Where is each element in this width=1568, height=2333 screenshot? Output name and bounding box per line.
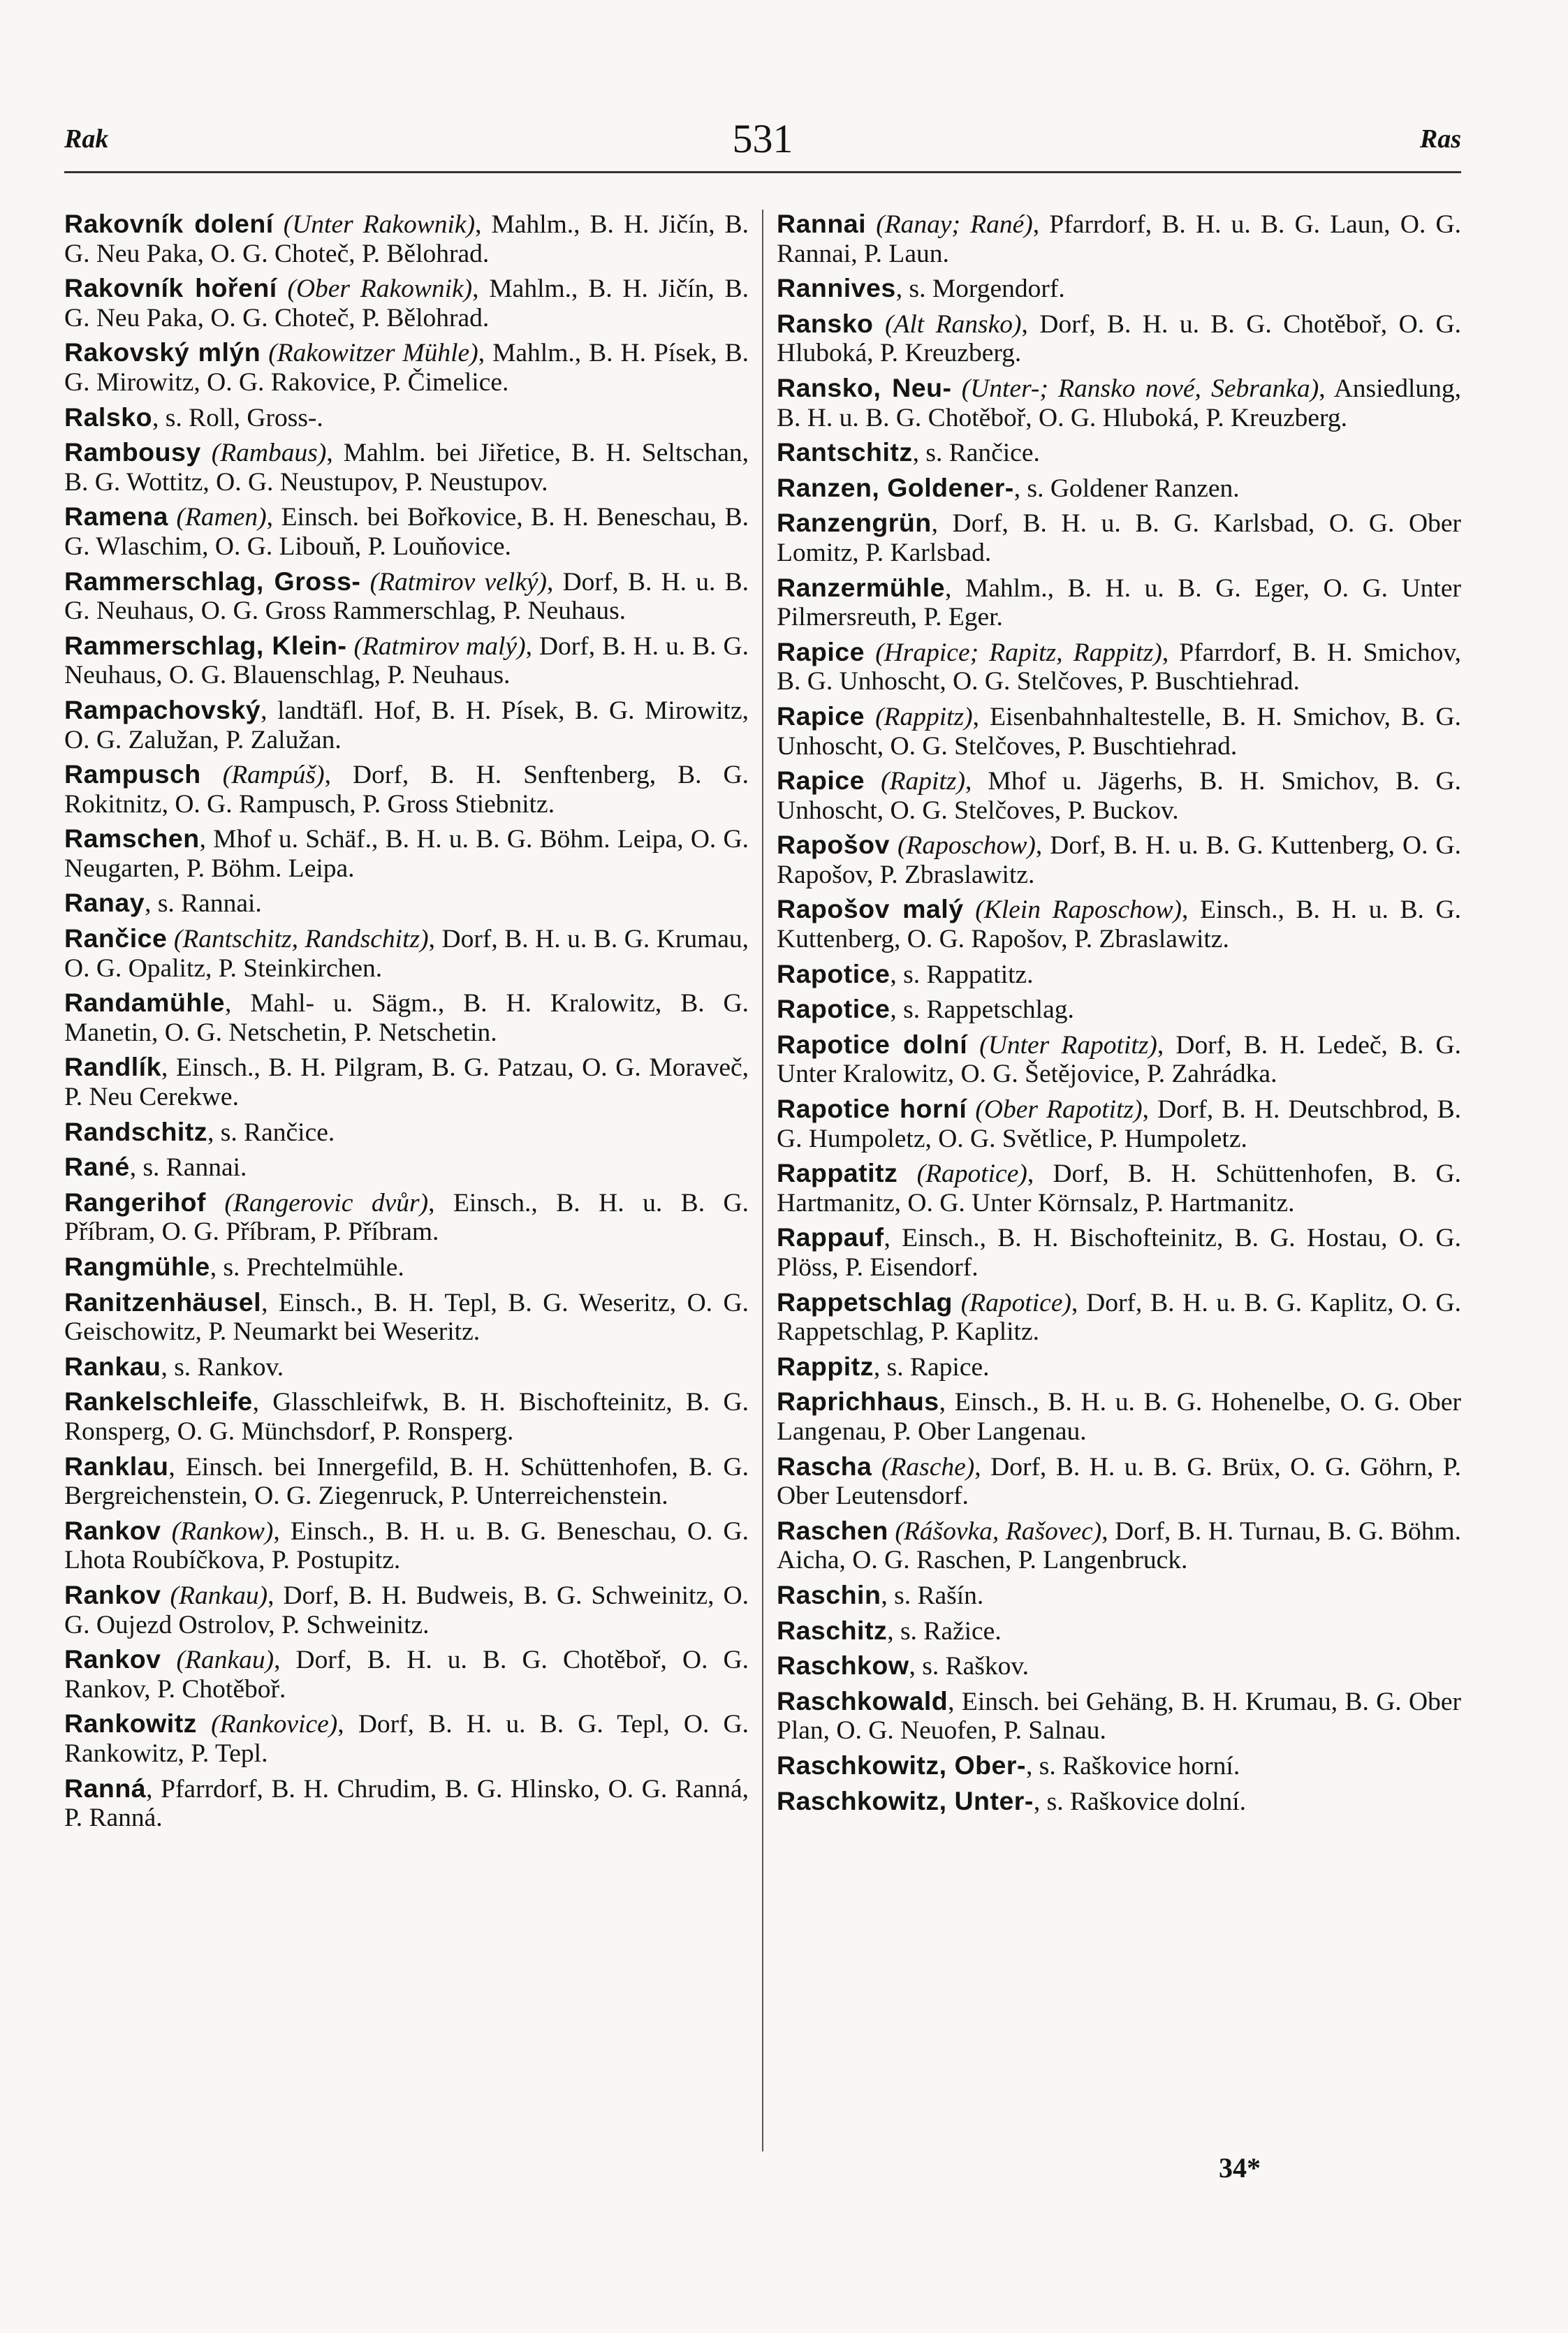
left-column <box>64 210 749 1838</box>
entry-alternate-names: (Raposchow) <box>897 831 1036 861</box>
entry-headword: Rappitz <box>777 1351 874 1381</box>
entry-headword: Randschitz <box>64 1116 208 1146</box>
entry-alternate-names: (Rantschitz, Randschitz) <box>173 925 429 954</box>
entry-headword: Rapošov malý <box>777 894 964 924</box>
dictionary-entry <box>777 438 1461 468</box>
entry-headword: Ransko <box>777 308 874 338</box>
entry-details: , Einsch., B. H. Bischofteinitz, B. G. Hostau, O. G. Plöss, P. Eisendorf. <box>777 1224 1461 1282</box>
entry-details: , Einsch. bei Gehäng, B. H. Krumau, B. G. Ober Plan, O. G. Neuofen, P. Salnau. <box>777 1687 1461 1746</box>
entry-details: , Einsch., B. H. u. B. G. Kuttenberg, O. G. Rapošov, P. Zbraslawitz. <box>777 895 1462 954</box>
entry-alternate-names: (Rankau) <box>176 1646 274 1675</box>
entry-headword: Ralsko <box>64 402 152 432</box>
entry-alternate-names: (Unter Rapotitz) <box>979 1030 1157 1060</box>
dictionary-entry <box>777 1159 1461 1217</box>
entry-alternate-names: (Ramen) <box>176 503 267 532</box>
dictionary-entry <box>64 438 749 497</box>
entry-headword: Rappatitz <box>777 1158 898 1188</box>
entry-details: , Pfarrdorf, B. H. Chrudim, B. G. Hlinsko, O. G. Ranná, P. Ranná. <box>64 1774 749 1833</box>
dictionary-entry <box>64 1774 749 1833</box>
dictionary-entry <box>777 895 1461 953</box>
dictionary-entry <box>64 1188 749 1247</box>
entry-details: , Mahlm., B. H. u. B. G. Eger, O. G. Unter Pilmersreuth, P. Eger. <box>777 573 1461 632</box>
dictionary-entry <box>64 988 749 1047</box>
entry-headword: Rappetschlag <box>777 1287 953 1317</box>
entry-details: , landtäfl. Hof, B. H. Písek, B. G. Mirowitz, O. G. Zalužan, P. Zalužan. <box>64 696 749 754</box>
entry-alternate-names: (Rapotice) <box>960 1288 1071 1317</box>
entry-alternate-names: (Ober Rakownik) <box>287 275 473 304</box>
dictionary-entry <box>64 403 749 433</box>
dictionary-entry <box>777 1288 1461 1347</box>
entry-headword: Rampachovský <box>64 694 261 724</box>
entry-headword: Rambousy <box>64 437 201 467</box>
entry-details: , s. Rančice. <box>912 439 1040 468</box>
header-left-catchword: Rak <box>64 124 109 154</box>
dictionary-entry <box>64 1288 749 1347</box>
entry-alternate-names: (Klein Raposchow) <box>975 895 1182 925</box>
entry-details: , s. Raškovice horní. <box>1026 1751 1240 1780</box>
entry-headword: Rapice <box>777 701 865 731</box>
dictionary-entry <box>64 1709 749 1768</box>
entry-headword: Rakovský mlýn <box>64 337 261 367</box>
entry-headword: Rapotice <box>777 958 891 988</box>
entry-headword: Ranzermühle <box>777 572 945 602</box>
dictionary-entry <box>64 888 749 919</box>
entry-details: , Dorf, B. H. u. B. G. Krumau, O. G. Opalitz, P. Steinkirchen. <box>64 925 749 983</box>
entry-details: , Mahlm. bei Jiřetice, B. H. Seltschan, B. G. Wottitz, O. G. Neustupov, P. Neustupov. <box>64 439 749 497</box>
dictionary-entry <box>777 274 1461 304</box>
page-number: 531 <box>732 116 793 161</box>
entry-headword: Rapošov <box>777 830 890 860</box>
entry-details: , Einsch., B. H. u. B. G. Příbram, O. G. Příbram, P. Příbram. <box>64 1188 749 1247</box>
dictionary-entry <box>777 474 1461 504</box>
entry-alternate-names: (Hrapice; Rapitz, Rappitz) <box>875 638 1162 667</box>
entry-headword: Raschkow <box>777 1651 909 1681</box>
entry-headword: Rapotice horní <box>777 1094 967 1124</box>
dictionary-entry <box>64 210 749 268</box>
entry-headword: Randamühle <box>64 988 226 1018</box>
dictionary-entry <box>64 1581 749 1639</box>
entry-headword: Ranitzenhäusel <box>64 1287 262 1317</box>
entry-headword: Rascha <box>777 1451 872 1481</box>
entry-headword: Raschen <box>777 1515 888 1545</box>
dictionary-entry <box>777 309 1461 368</box>
entry-headword: Raschkowitz, Ober- <box>777 1750 1026 1780</box>
dictionary-entry <box>777 766 1461 825</box>
entry-details: , Dorf, B. H. u. B. G. Tepl, O. G. Rankowitz, P. Tepl. <box>64 1710 749 1768</box>
dictionary-entry <box>777 1352 1461 1382</box>
entry-headword: Ranná <box>64 1773 147 1803</box>
entry-alternate-names: (Rankow) <box>171 1516 274 1546</box>
dictionary-entry <box>64 631 749 690</box>
entry-headword: Rapotice <box>777 994 891 1024</box>
dictionary-entry <box>64 1387 749 1446</box>
entry-alternate-names: (Ober Rapotitz) <box>975 1095 1143 1125</box>
dictionary-entry <box>777 1516 1461 1575</box>
dictionary-entry <box>64 1452 749 1511</box>
dictionary-entry <box>64 274 749 332</box>
entry-details: , Dorf, B. H. Schüttenhofen, B. G. Hartmanitz, O. G. Unter Körnsalz, P. Hartmanitz. <box>777 1160 1462 1217</box>
dictionary-entry <box>64 567 749 626</box>
entry-alternate-names: (Alt Ransko) <box>884 309 1022 339</box>
entry-details: , Dorf, B. H. u. B. G. Chotěboř, O. G. Rankov, P. Chotěboř. <box>64 1646 749 1704</box>
entry-headword: Rantschitz <box>777 437 913 467</box>
dictionary-entry <box>777 1616 1461 1646</box>
entry-alternate-names: (Rapitz) <box>881 767 965 796</box>
entry-headword: Rannives <box>777 273 896 303</box>
entry-headword: Ranzengrün <box>777 508 932 538</box>
entry-details: , Einsch., B. H. u. B. G. Hohenelbe, O. G. Ober Langenau, P. Ober Langenau. <box>777 1388 1461 1446</box>
entry-alternate-names: (Rapotice) <box>916 1160 1027 1189</box>
signature-mark: 34* <box>1219 2152 1261 2184</box>
entry-details: , s. Rankov. <box>161 1352 284 1382</box>
entry-headword: Ranzen, Goldener- <box>777 472 1014 502</box>
entry-alternate-names: (Ranay; Rané) <box>876 210 1033 239</box>
entry-alternate-names: (Unter-; Ransko nové, Sebranka) <box>961 374 1319 403</box>
entry-headword: Raschitz <box>777 1615 888 1645</box>
entry-details: , Eisenbahnhaltestelle, B. H. Smichov, B. G. Unhoscht, O. G. Stelčoves, P. Buschtiehrad. <box>777 702 1462 761</box>
entry-headword: Ranklau <box>64 1451 169 1481</box>
dictionary-entry <box>64 1516 749 1575</box>
entry-headword: Raschkowitz, Unter- <box>777 1785 1034 1815</box>
entry-details: , s. Rančice. <box>207 1118 335 1147</box>
dictionary-entry <box>777 995 1461 1025</box>
entry-details: , Dorf, B. H. u. B. G. Kuttenberg, O. G. Rapošov, P. Zbraslawitz. <box>777 831 1461 889</box>
dictionary-entry <box>777 1651 1461 1681</box>
entry-headword: Rangerihof <box>64 1187 206 1217</box>
entry-details: , s. Raškovice dolní. <box>1033 1787 1247 1816</box>
entry-headword: Rankov <box>64 1579 161 1609</box>
entry-headword: Ramena <box>64 502 168 532</box>
dictionary-entry <box>777 702 1461 761</box>
entry-details: , Ansiedlung, B. H. u. B. G. Chotěboř, O. G. Hluboká, P. Kreuzberg. <box>777 374 1461 432</box>
entry-details: , s. Rannai. <box>129 1153 247 1183</box>
entry-alternate-names: (Rankovice) <box>211 1710 338 1739</box>
entry-details: , s. Rapice. <box>873 1352 990 1382</box>
entry-details: , Dorf, B. H. Turnau, B. G. Böhm. Aicha, O. G. Raschen, P. Langenbruck. <box>777 1516 1462 1575</box>
entry-details: , Dorf, B. H. Senftenberg, B. G. Rokitnitz, O. G. Rampusch, P. Gross Stiebnitz. <box>64 761 749 819</box>
dictionary-entry <box>777 1030 1461 1089</box>
entry-headword: Rapice <box>777 636 865 666</box>
dictionary-entry <box>777 573 1461 632</box>
dictionary-entry <box>64 1645 749 1704</box>
entry-details: , s. Ražice. <box>887 1616 1002 1646</box>
entry-details: , Dorf, B. H. Budweis, B. G. Schweinitz, O. G. Oujezd Ostrolov, P. Schweinitz. <box>64 1581 749 1639</box>
entry-details: , Dorf, B. H. u. B. G. Kaplitz, O. G. Rappetschlag, P. Kaplitz. <box>777 1288 1461 1347</box>
entry-details: , s. Rašín. <box>881 1581 984 1610</box>
entry-details: , s. Raškov. <box>909 1652 1030 1681</box>
entry-headword: Randlík <box>64 1052 161 1082</box>
entry-headword: Rané <box>64 1152 130 1182</box>
entry-details: , Dorf, B. H. u. B. G. Karlsbad, O. G. Ober Lomitz, P. Karlsbad. <box>777 509 1461 567</box>
entry-headword: Rappauf <box>777 1222 884 1252</box>
entry-headword: Rampusch <box>64 759 201 789</box>
dictionary-entry <box>777 1787 1461 1817</box>
entry-alternate-names: (Ratmirov velký) <box>369 567 547 597</box>
dictionary-entry <box>777 509 1461 567</box>
entry-details: , s. Rappatitz. <box>890 960 1034 989</box>
entry-details: , Dorf, B. H. u. B. G. Brüx, O. G. Göhrn, P. Ober Leutensdorf. <box>777 1452 1461 1511</box>
dictionary-entry <box>777 960 1461 990</box>
dictionary-entry <box>777 1095 1461 1153</box>
entry-details: , Dorf, B. H. Ledeč, B. G. Unter Kralowitz, O. G. Šetějovice, P. Zahrádka. <box>777 1030 1461 1089</box>
header-rule <box>64 171 1461 173</box>
entry-headword: Rammerschlag, Gross- <box>64 566 361 596</box>
entry-headword: Raschkowald <box>777 1685 948 1716</box>
dictionary-entry <box>777 1452 1461 1511</box>
entry-headword: Rankowitz <box>64 1709 197 1739</box>
entry-details: , s. Prechtelmühle. <box>210 1253 404 1282</box>
entry-headword: Rapotice dolní <box>777 1029 968 1059</box>
dictionary-entry <box>777 210 1461 268</box>
dictionary-entry <box>777 1223 1461 1282</box>
entry-headword: Rančice <box>64 923 168 953</box>
header-right-catchword: Ras <box>1419 124 1461 154</box>
dictionary-entry <box>64 1118 749 1148</box>
entry-alternate-names: (Rankau) <box>170 1581 268 1610</box>
entry-details: , Dorf, B. H. u. B. G. Neuhaus, O. G. Blauenschlag, P. Neuhaus. <box>64 631 749 690</box>
entry-alternate-names: (Unter Rakownik) <box>283 210 476 239</box>
right-column <box>777 210 1461 1822</box>
dictionary-entry <box>64 338 749 397</box>
dictionary-entry <box>777 1387 1461 1446</box>
entry-details: , s. Morgendorf. <box>895 275 1065 304</box>
dictionary-entry <box>777 831 1461 889</box>
dictionary-entry <box>64 1053 749 1111</box>
entry-details: , Mhof u. Jägerhs, B. H. Smichov, B. G. Unhoscht, O. G. Stelčoves, P. Buckov. <box>777 767 1461 825</box>
entry-headword: Raschin <box>777 1579 881 1609</box>
dictionary-entry <box>64 696 749 754</box>
entry-headword: Ramschen <box>64 824 200 854</box>
entry-headword: Ranay <box>64 888 145 918</box>
entry-headword: Rankov <box>64 1515 161 1545</box>
entry-details: , Dorf, B. H. Deutschbrod, B. G. Humpoletz, O. G. Světlice, P. Humpoletz. <box>777 1095 1461 1153</box>
entry-details: , Glasschleifwk, B. H. Bischofteinitz, B. G. Ronsperg, O. G. Münchsdorf, P. Ronsperg. <box>64 1388 749 1446</box>
entry-headword: Rammerschlag, Klein- <box>64 630 347 660</box>
entry-details: , Einsch., B. H. Pilgram, B. G. Patzau, O. G. Moraveč, P. Neu Cerekwe. <box>64 1053 749 1112</box>
dictionary-entry <box>777 638 1461 696</box>
entry-details: , Mahlm., B. H. Jičín, B. G. Neu Paka, O. G. Choteč, P. Bělohrad. <box>64 275 749 332</box>
dictionary-entry <box>64 1252 749 1282</box>
dictionary-entry <box>64 760 749 819</box>
entry-alternate-names: (Rangerovic dvůr) <box>224 1188 429 1217</box>
entry-headword: Rakovník hoření <box>64 273 277 303</box>
entry-details: , Mhof u. Schäf., B. H. u. B. G. Böhm. Leipa, O. G. Neugarten, P. Böhm. Leipa. <box>64 825 749 883</box>
dictionary-entry <box>777 1687 1461 1746</box>
dictionary-entry <box>777 1581 1461 1611</box>
entry-alternate-names: (Rambaus) <box>211 439 327 468</box>
entry-alternate-names: (Rasche) <box>881 1452 975 1482</box>
entry-headword: Rankov <box>64 1644 161 1674</box>
entry-alternate-names: (Rášovka, Rašovec) <box>895 1516 1102 1546</box>
entry-details: , Einsch. bei Bořkovice, B. H. Beneschau, B. G. Wlaschim, O. G. Libouň, P. Louňovice. <box>64 503 749 561</box>
entry-details: , s. Rannai. <box>145 889 262 919</box>
entry-headword: Ransko, Neu- <box>777 372 952 402</box>
dictionary-entry <box>64 502 749 561</box>
entry-details: , Dorf, B. H. u. B. G. Neuhaus, O. G. Gross Rammerschlag, P. Neuhaus. <box>64 567 749 626</box>
entry-alternate-names: (Ratmirov malý) <box>353 631 526 661</box>
entry-details: , Mahlm., B. H. Jičín, B. G. Neu Paka, O. G. Choteč, P. Bělohrad. <box>64 210 749 268</box>
dictionary-entry <box>777 1751 1461 1781</box>
entry-headword: Rapice <box>777 766 865 796</box>
column-divider <box>762 210 763 2151</box>
entry-details: , Mahl- u. Sägm., B. H. Kralowitz, B. G. Manetin, O. G. Netschetin, P. Netschetin. <box>64 989 749 1047</box>
dictionary-entry <box>64 1352 749 1382</box>
dictionary-entry <box>777 374 1461 432</box>
entry-details: , Einsch., B. H. Tepl, B. G. Weseritz, O. G. Geischowitz, P. Neumarkt bei Weseritz. <box>64 1288 749 1347</box>
entry-details: , s. Roll, Gross-. <box>152 403 323 432</box>
entry-details: , s. Rappetschlag. <box>890 995 1074 1025</box>
entry-headword: Rankelschleife <box>64 1387 253 1417</box>
entry-details: , Mahlm., B. H. Písek, B. G. Mirowitz, O. G. Rakovice, P. Čimelice. <box>64 339 749 397</box>
dictionary-entry <box>64 924 749 983</box>
entry-details: , Pfarrdorf, B. H. u. B. G. Laun, O. G. Rannai, P. Laun. <box>777 210 1461 268</box>
entry-alternate-names: (Rampúš) <box>222 761 325 790</box>
dictionary-entry <box>64 824 749 883</box>
entry-details: , s. Goldener Ranzen. <box>1013 474 1240 503</box>
dictionary-entry <box>64 1153 749 1183</box>
entry-details: , Einsch., B. H. u. B. G. Beneschau, O. G. Lhota Roubíčkova, P. Postupitz. <box>64 1516 749 1575</box>
entry-headword: Rannai <box>777 209 867 238</box>
entry-headword: Raprichhaus <box>777 1387 939 1417</box>
running-header <box>64 115 1461 164</box>
entry-details: , Einsch. bei Innergefild, B. H. Schüttenhofen, B. G. Bergreichenstein, O. G. Ziegenruck, P. Unterreichenstein. <box>64 1452 749 1511</box>
entry-headword: Rangmühle <box>64 1252 210 1281</box>
entry-alternate-names: (Rakowitzer Mühle) <box>268 339 478 368</box>
entry-alternate-names: (Rappitz) <box>875 702 973 731</box>
entry-details: , Pfarrdorf, B. H. Smichov, B. G. Unhoscht, O. G. Stelčoves, P. Buschtiehrad. <box>777 638 1462 696</box>
entry-headword: Rakovník dolení <box>64 209 274 238</box>
entry-headword: Rankau <box>64 1351 161 1381</box>
entry-details: , Dorf, B. H. u. B. G. Chotěboř, O. G. Hluboká, P. Kreuzberg. <box>777 309 1461 368</box>
